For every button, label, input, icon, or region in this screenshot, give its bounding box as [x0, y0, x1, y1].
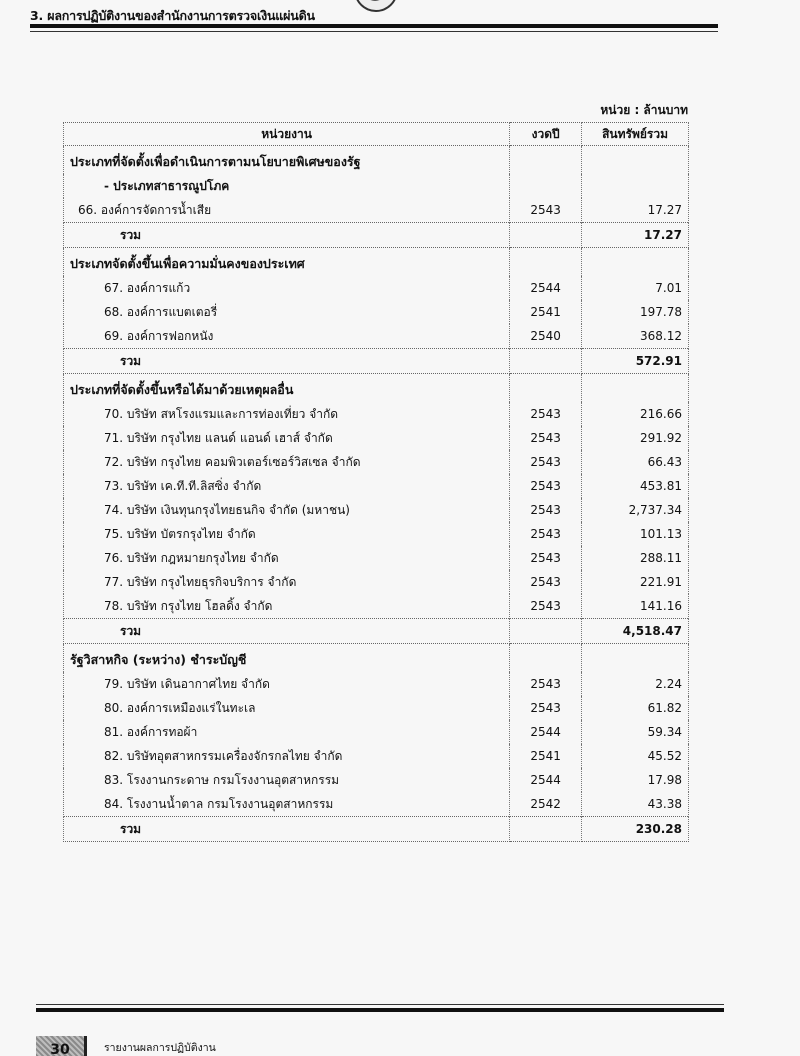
footer-rule-thick — [36, 1008, 724, 1012]
empty-cell — [510, 146, 582, 175]
header-rule-thin — [30, 31, 718, 32]
total-label: รวม — [64, 619, 510, 644]
fiscal-period: 2540 — [510, 324, 582, 349]
fiscal-period: 2543 — [510, 402, 582, 426]
group-header-row — [64, 374, 689, 403]
total-assets: 43.38 — [582, 792, 689, 817]
table-row — [64, 402, 689, 426]
group-subtitle: - ประเภทสาธารณูปโภค — [64, 174, 510, 198]
agency-name: 74. บริษัท เงินทุนกรุงไทยธนกิจ จำกัด (มหาชน) — [64, 498, 510, 522]
total-assets: 17.27 — [582, 198, 689, 223]
group-total-row — [64, 223, 689, 248]
fiscal-period: 2541 — [510, 744, 582, 768]
fiscal-period: 2543 — [510, 426, 582, 450]
agency-name: 79. บริษัท เดินอากาศไทย จำกัด — [64, 672, 510, 696]
total-assets: 221.91 — [582, 570, 689, 594]
fiscal-period: 2543 — [510, 498, 582, 522]
group-title: ประเภทที่จัดตั้งขึ้นหรือได้มาด้วยเหตุผลอื่น — [64, 374, 510, 403]
agency-name: 75. บริษัท บัตรกรุงไทย จำกัด — [64, 522, 510, 546]
total-assets: 59.34 — [582, 720, 689, 744]
total-assets: 61.82 — [582, 696, 689, 720]
table-row — [64, 522, 689, 546]
agency-name: 71. บริษัท กรุงไทย แลนด์ แอนด์ เฮาส์ จำกัด — [64, 426, 510, 450]
empty-cell — [582, 146, 689, 175]
group-title: ประเภทจัดตั้งขึ้นเพื่อความมั่นคงของประเทศ — [64, 248, 510, 277]
fiscal-period: 2542 — [510, 792, 582, 817]
total-assets: 368.12 — [582, 324, 689, 349]
total-assets: 101.13 — [582, 522, 689, 546]
column-header-agency: หน่วยงาน — [64, 123, 510, 146]
group-header-row — [64, 644, 689, 673]
agency-name: 81. องค์การทอผ้า — [64, 720, 510, 744]
total-label: รวม — [64, 349, 510, 374]
total-assets: 216.66 — [582, 402, 689, 426]
group-total-row — [64, 817, 689, 842]
total-label: รวม — [64, 223, 510, 248]
empty-cell — [510, 223, 582, 248]
group-total-value: 572.91 — [582, 349, 689, 374]
fiscal-period: 2541 — [510, 300, 582, 324]
group-subtitle-row — [64, 174, 689, 198]
fiscal-period: 2544 — [510, 276, 582, 300]
total-label: รวม — [64, 817, 510, 842]
agency-name: 66. องค์การจัดการน้ำเสีย — [64, 198, 510, 223]
table-row — [64, 768, 689, 792]
table-row — [64, 276, 689, 300]
total-assets: 2.24 — [582, 672, 689, 696]
footer-text: รายงานผลการปฏิบัติงาน — [104, 1042, 216, 1054]
agency-name: 72. บริษัท กรุงไทย คอมพิวเตอร์เซอร์วิสเซล จำกัด — [64, 450, 510, 474]
fiscal-period: 2543 — [510, 570, 582, 594]
fiscal-period: 2543 — [510, 696, 582, 720]
fiscal-period: 2543 — [510, 546, 582, 570]
table-row — [64, 300, 689, 324]
group-total-row — [64, 619, 689, 644]
page-header-title: 3. ผลการปฏิบัติงานของสำนักงานการตรวจเงินแผ่นดิน — [30, 8, 315, 23]
table-row — [64, 498, 689, 522]
agency-name: 76. บริษัท กฎหมายกรุงไทย จำกัด — [64, 546, 510, 570]
empty-cell — [582, 174, 689, 198]
empty-cell — [510, 374, 582, 403]
fiscal-period: 2543 — [510, 450, 582, 474]
total-assets: 197.78 — [582, 300, 689, 324]
agency-name: 73. บริษัท เค.ที.ที.ลิสซิ่ง จำกัด — [64, 474, 510, 498]
empty-cell — [582, 374, 689, 403]
table-body — [64, 146, 689, 842]
empty-cell — [510, 174, 582, 198]
agency-name: 84. โรงงานน้ำตาล กรมโรงงานอุตสาหกรรม — [64, 792, 510, 817]
column-header-total-assets: สินทรัพย์รวม — [582, 123, 689, 146]
group-header-row — [64, 146, 689, 175]
table-row — [64, 570, 689, 594]
table-row — [64, 426, 689, 450]
group-title: ประเภทที่จัดตั้งเพื่อดำเนินการตามนโยบายพิเศษของรัฐ — [64, 146, 510, 175]
emblem-seal-icon — [354, 0, 398, 12]
page-number: 30 — [36, 1036, 87, 1056]
agency-name: 67. องค์การแก้ว — [64, 276, 510, 300]
empty-cell — [582, 248, 689, 277]
group-total-value: 17.27 — [582, 223, 689, 248]
fiscal-period: 2544 — [510, 768, 582, 792]
total-assets: 2,737.34 — [582, 498, 689, 522]
table-row — [64, 672, 689, 696]
table-header-row — [64, 123, 689, 146]
table-row — [64, 324, 689, 349]
group-total-row — [64, 349, 689, 374]
fiscal-period: 2544 — [510, 720, 582, 744]
agency-name: 69. องค์การฟอกหนัง — [64, 324, 510, 349]
fiscal-period: 2543 — [510, 474, 582, 498]
fiscal-period: 2543 — [510, 594, 582, 619]
agency-name: 78. บริษัท กรุงไทย โฮลดิ้ง จำกัด — [64, 594, 510, 619]
fiscal-period: 2543 — [510, 198, 582, 223]
fiscal-period: 2543 — [510, 522, 582, 546]
table-row — [64, 720, 689, 744]
total-assets: 453.81 — [582, 474, 689, 498]
table-row — [64, 696, 689, 720]
empty-cell — [510, 349, 582, 374]
group-total-value: 4,518.47 — [582, 619, 689, 644]
column-header-period: งวดปี — [510, 123, 582, 146]
table-row — [64, 450, 689, 474]
empty-cell — [510, 817, 582, 842]
total-assets: 288.11 — [582, 546, 689, 570]
group-header-row — [64, 248, 689, 277]
empty-cell — [510, 644, 582, 673]
empty-cell — [582, 644, 689, 673]
assets-table — [63, 122, 689, 842]
table-row — [64, 546, 689, 570]
empty-cell — [510, 248, 582, 277]
footer-rule-thin — [36, 1004, 724, 1005]
total-assets: 291.92 — [582, 426, 689, 450]
header-rule-thick — [30, 24, 718, 28]
total-assets: 17.98 — [582, 768, 689, 792]
table-row — [64, 198, 689, 223]
total-assets: 7.01 — [582, 276, 689, 300]
table-row — [64, 594, 689, 619]
table-row — [64, 474, 689, 498]
total-assets: 141.16 — [582, 594, 689, 619]
table-row — [64, 744, 689, 768]
unit-note: หน่วย : ล้านบาท — [600, 103, 688, 117]
total-assets: 45.52 — [582, 744, 689, 768]
group-title: รัฐวิสาหกิจ (ระหว่าง) ชำระบัญชี — [64, 644, 510, 673]
total-assets: 66.43 — [582, 450, 689, 474]
group-total-value: 230.28 — [582, 817, 689, 842]
agency-name: 70. บริษัท สหโรงแรมและการท่องเที่ยว จำกัด — [64, 402, 510, 426]
agency-name: 83. โรงงานกระดาษ กรมโรงงานอุตสาหกรรม — [64, 768, 510, 792]
fiscal-period: 2543 — [510, 672, 582, 696]
agency-name: 77. บริษัท กรุงไทยธุรกิจบริการ จำกัด — [64, 570, 510, 594]
table-row — [64, 792, 689, 817]
agency-name: 80. องค์การเหมืองแร่ในทะเล — [64, 696, 510, 720]
agency-name: 68. องค์การแบตเตอรี่ — [64, 300, 510, 324]
empty-cell — [510, 619, 582, 644]
agency-name: 82. บริษัทอุตสาหกรรมเครื่องจักรกลไทย จำกัด — [64, 744, 510, 768]
